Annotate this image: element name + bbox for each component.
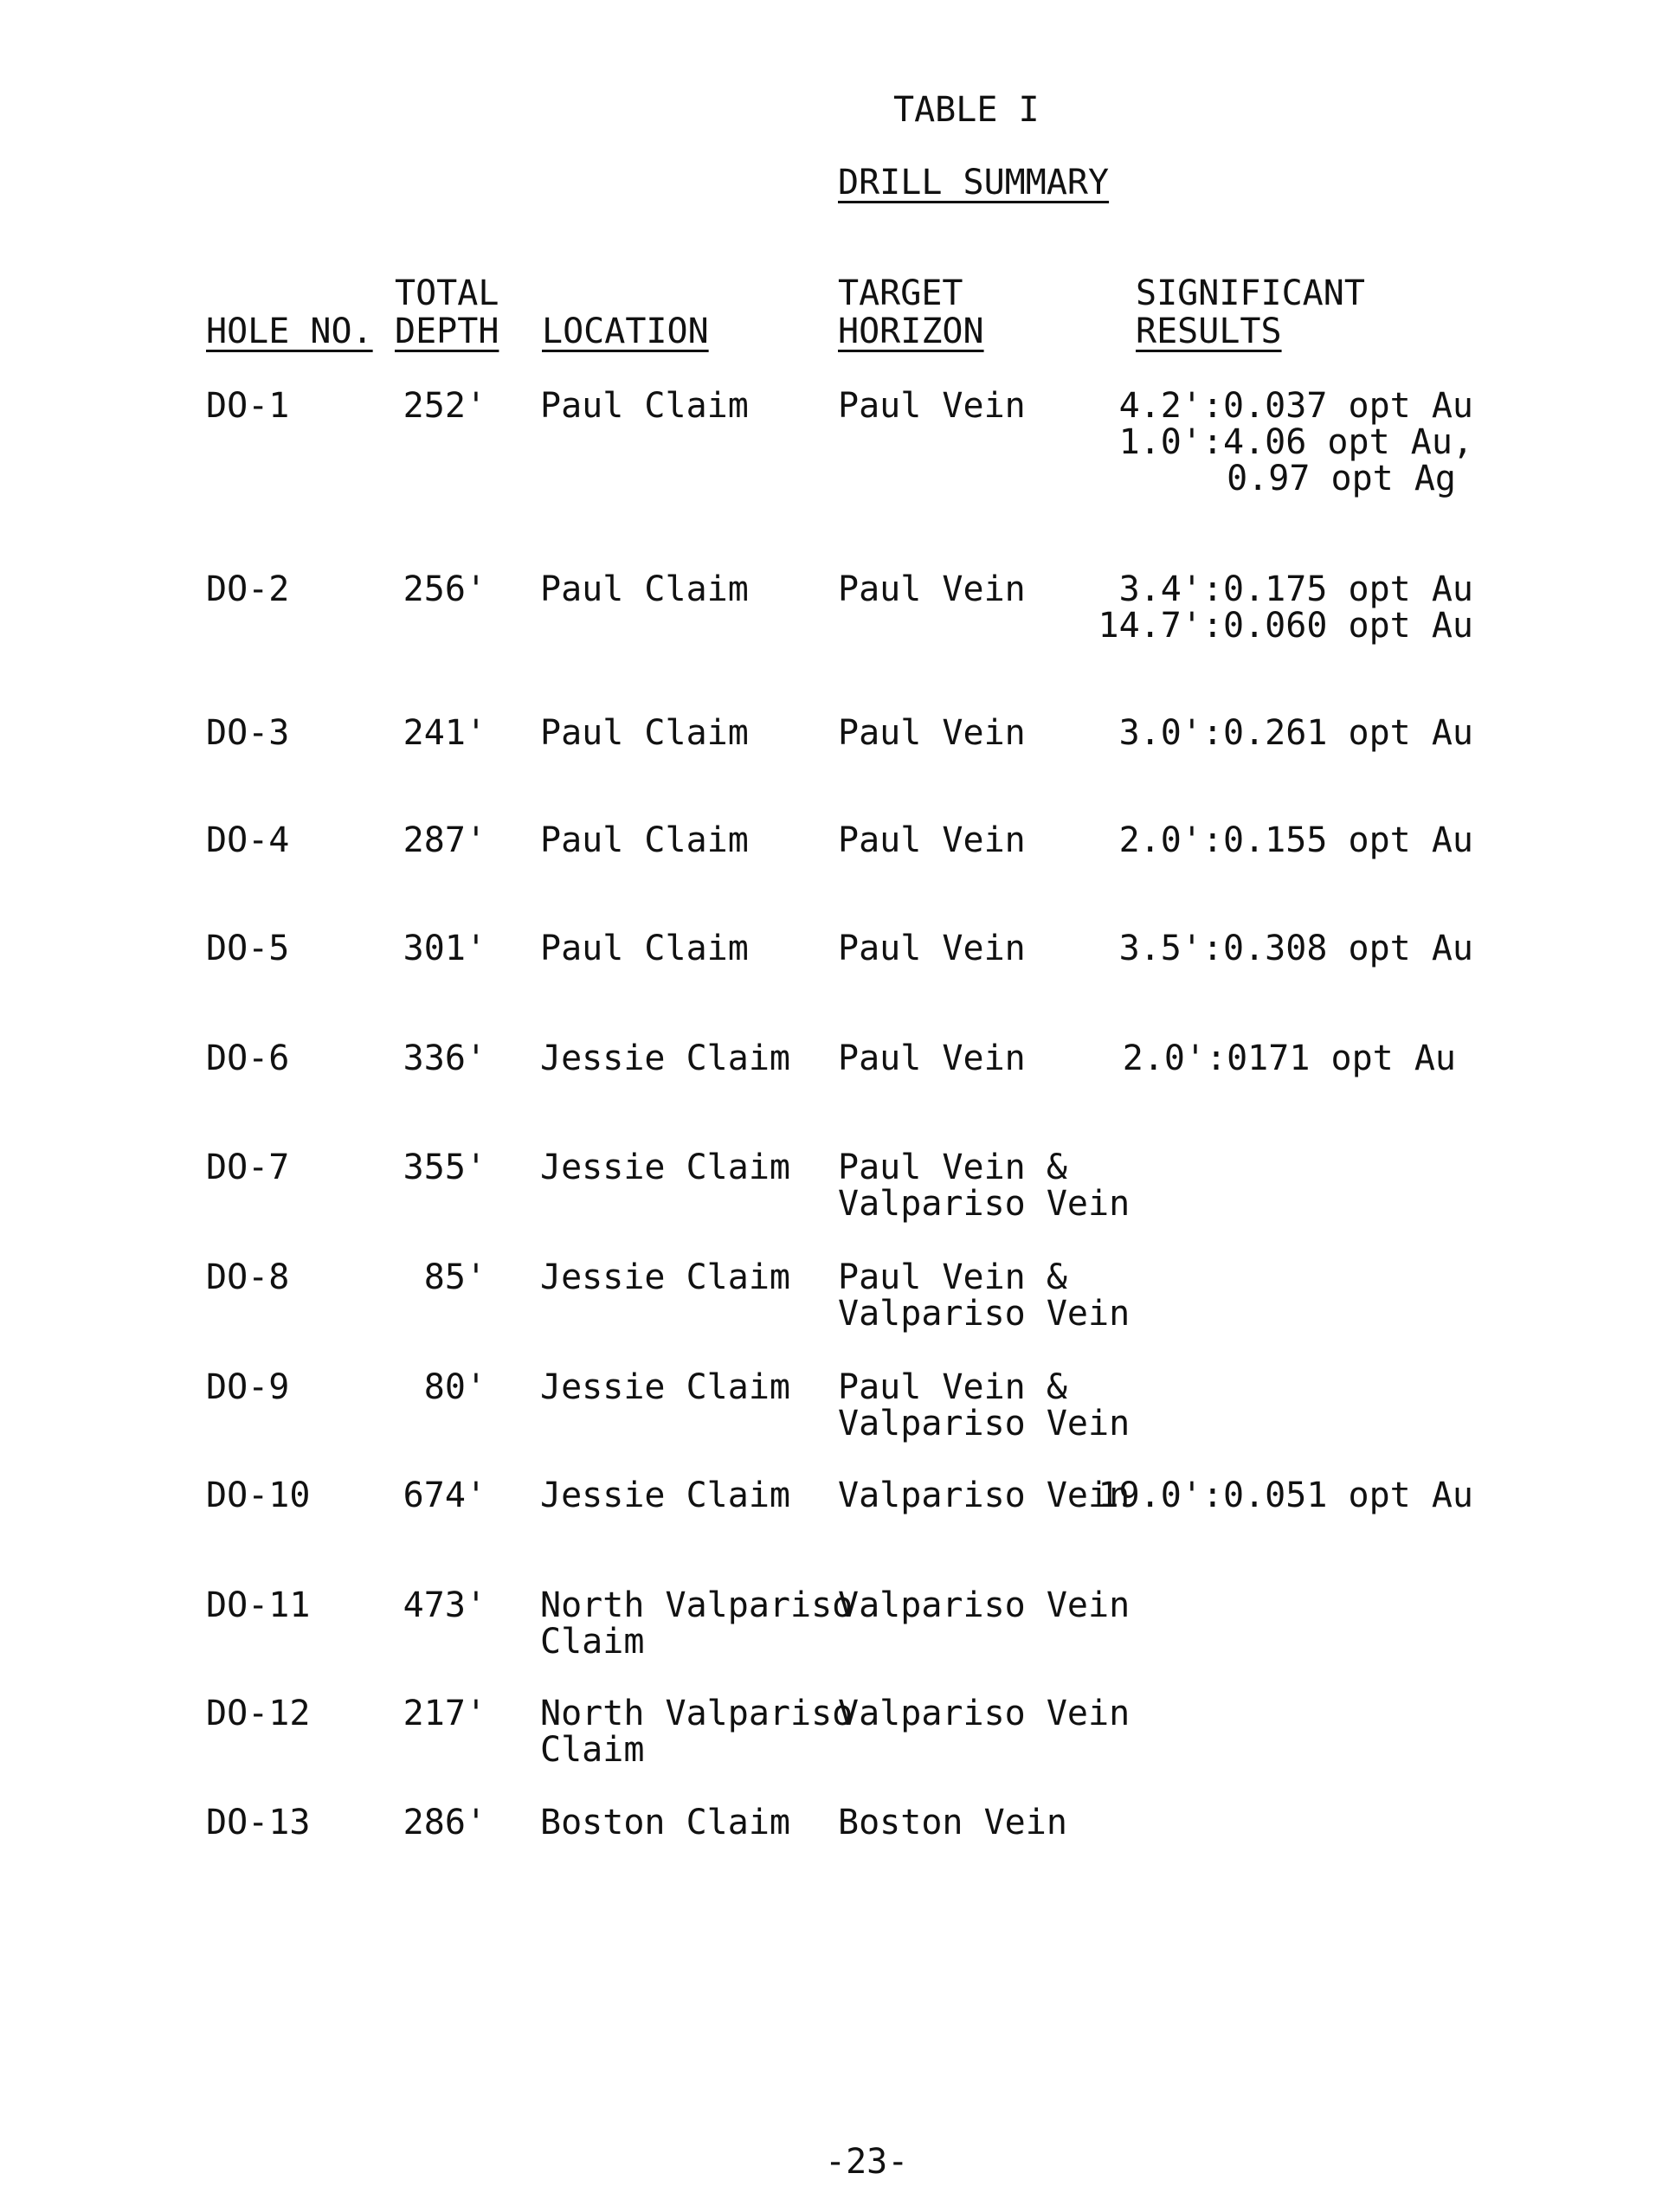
hole-no-cell: DO-13 <box>206 1803 311 1842</box>
header-results-line2: RESULTS <box>1136 312 1282 351</box>
total-depth-cell: 336' <box>403 1038 486 1078</box>
location-cell: Paul Claim <box>540 569 749 609</box>
significant-results-cell: 3.5':0.308 opt Au <box>1118 929 1473 968</box>
hole-no-cell: DO-1 <box>206 386 290 426</box>
significant-results-cell: 3.4':0.175 opt Au <box>1118 569 1473 609</box>
target-horizon-cell: Boston Vein <box>838 1803 1067 1842</box>
location-cell: Jessie Claim <box>540 1476 790 1515</box>
location-cell: Jessie Claim <box>540 1257 790 1297</box>
target-horizon-cell: Valpariso Vein <box>838 1694 1131 1733</box>
hole-no-cell: DO-4 <box>206 820 290 860</box>
significant-results-cell: 2.0':0.155 opt Au <box>1118 820 1473 860</box>
hole-no-cell: DO-6 <box>206 1038 290 1078</box>
hole-no-cell: DO-2 <box>206 569 290 609</box>
header-total-depth-line2: DEPTH <box>395 312 499 351</box>
target-horizon-cell: Paul Vein <box>838 1038 1026 1078</box>
header-target-line2: HORIZON <box>838 312 984 351</box>
target-horizon-cell: Paul Vein <box>838 820 1026 860</box>
significant-results-cell: 0.97 opt Ag <box>1227 459 1456 498</box>
header-hole-no: HOLE NO. <box>206 312 373 351</box>
target-horizon-cell: Paul Vein <box>838 929 1026 968</box>
header-total-depth-line1: TOTAL <box>395 273 499 313</box>
location-cell: Claim <box>540 1730 645 1770</box>
header-results-line1: SIGNIFICANT <box>1136 273 1365 313</box>
total-depth-cell: 241' <box>403 713 486 753</box>
hole-no-cell: DO-12 <box>206 1694 311 1733</box>
hole-no-cell: DO-11 <box>206 1585 311 1625</box>
target-horizon-cell: Valpariso Vein <box>838 1404 1131 1444</box>
target-horizon-cell: Valpariso Vein <box>838 1585 1131 1625</box>
table-subtitle: DRILL SUMMARY <box>838 163 1110 203</box>
total-depth-cell: 286' <box>403 1803 486 1842</box>
page-number: -23- <box>825 2142 909 2182</box>
significant-results-cell: 1.0':4.06 opt Au, <box>1118 422 1473 462</box>
target-horizon-cell: Valpariso Vein <box>838 1294 1131 1334</box>
total-depth-cell: 256' <box>403 569 486 609</box>
location-cell: Paul Claim <box>540 386 749 426</box>
significant-results-cell: 19.0':0.051 opt Au <box>1098 1476 1473 1515</box>
location-cell: Paul Claim <box>540 929 749 968</box>
total-depth-cell: 301' <box>403 929 486 968</box>
target-horizon-cell: Paul Vein <box>838 386 1026 426</box>
target-horizon-cell: Paul Vein <box>838 569 1026 609</box>
location-cell: Jessie Claim <box>540 1038 790 1078</box>
location-cell: Paul Claim <box>540 713 749 753</box>
target-horizon-cell: Paul Vein <box>838 713 1026 753</box>
hole-no-cell: DO-3 <box>206 713 290 753</box>
target-horizon-cell: Paul Vein & <box>838 1367 1067 1407</box>
location-cell: North Valpariso <box>540 1694 854 1733</box>
hole-no-cell: DO-10 <box>206 1476 311 1515</box>
target-horizon-cell: Paul Vein & <box>838 1148 1067 1187</box>
total-depth-cell: 80' <box>423 1367 486 1407</box>
total-depth-cell: 252' <box>403 386 486 426</box>
location-cell: Boston Claim <box>540 1803 790 1842</box>
total-depth-cell: 674' <box>403 1476 486 1515</box>
hole-no-cell: DO-5 <box>206 929 290 968</box>
target-horizon-cell: Valpariso Vein <box>838 1476 1131 1515</box>
significant-results-cell: 2.0':0171 opt Au <box>1122 1038 1456 1078</box>
location-cell: Paul Claim <box>540 820 749 860</box>
location-cell: Jessie Claim <box>540 1148 790 1187</box>
target-horizon-cell: Paul Vein & <box>838 1257 1067 1297</box>
table-title: TABLE I <box>893 90 1040 130</box>
header-target-line1: TARGET <box>838 273 963 313</box>
significant-results-cell: 3.0':0.261 opt Au <box>1118 713 1473 753</box>
significant-results-cell: 14.7':0.060 opt Au <box>1098 606 1473 646</box>
total-depth-cell: 85' <box>423 1257 486 1297</box>
hole-no-cell: DO-8 <box>206 1257 290 1297</box>
total-depth-cell: 287' <box>403 820 486 860</box>
hole-no-cell: DO-7 <box>206 1148 290 1187</box>
location-cell: Claim <box>540 1622 645 1662</box>
target-horizon-cell: Valpariso Vein <box>838 1184 1131 1224</box>
significant-results-cell: 4.2':0.037 opt Au <box>1118 386 1473 426</box>
total-depth-cell: 217' <box>403 1694 486 1733</box>
location-cell: North Valpariso <box>540 1585 854 1625</box>
hole-no-cell: DO-9 <box>206 1367 290 1407</box>
header-location: LOCATION <box>542 312 709 351</box>
location-cell: Jessie Claim <box>540 1367 790 1407</box>
total-depth-cell: 473' <box>403 1585 486 1625</box>
total-depth-cell: 355' <box>403 1148 486 1187</box>
